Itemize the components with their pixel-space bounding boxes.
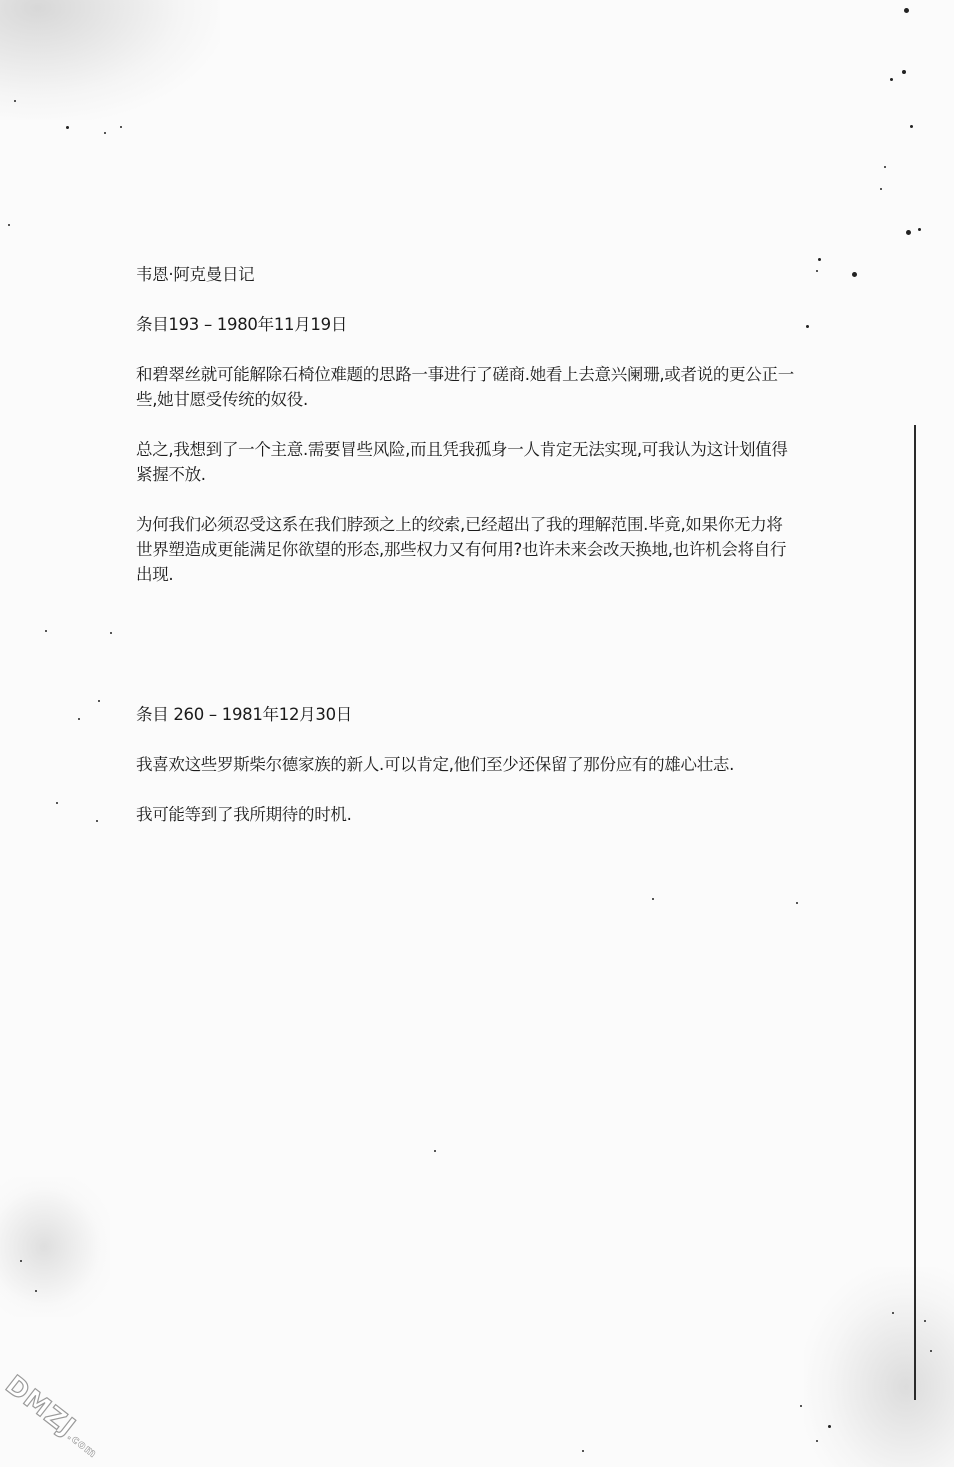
entry-paragraph: 我喜欢这些罗斯柴尔德家族的新人.可以肯定,他们至少还保留了那份应有的雄心壮志. — [136, 755, 735, 774]
speck — [930, 1350, 932, 1352]
speck — [800, 1405, 802, 1407]
speck — [796, 902, 798, 904]
speck — [880, 188, 882, 190]
speck — [884, 166, 886, 168]
entry-paragraph: 总之,我想到了一个主意.需要冒些风险,而且凭我孤身一人肯定无法实现,可我认为这计划值得紧握不放. — [136, 440, 788, 484]
paper-grain-bottom-right — [804, 1267, 954, 1467]
diary-entry-2 — [136, 702, 796, 827]
watermark-domain: .com — [65, 1429, 100, 1461]
speck — [110, 632, 112, 634]
speck — [816, 1440, 818, 1442]
entry-header: 条目193 – 1980年11月19日 — [136, 315, 348, 334]
entry-paragraph: 为何我们必须忍受这系在我们脖颈之上的绞索,已经超出了我的理解范围.毕竟,如果你无力将世界塑造成更能满足你欲望的形态,那些权力又有何用?也许未来会改天换地,也许机会将自行出现. — [136, 515, 787, 584]
speck — [816, 270, 818, 272]
speck — [818, 258, 821, 261]
speck — [910, 125, 913, 128]
speck — [78, 718, 80, 720]
speck — [434, 1150, 436, 1152]
speck — [890, 78, 893, 81]
diary-content — [136, 262, 796, 852]
speck — [906, 230, 911, 235]
speck — [8, 224, 10, 226]
entry-header: 条目 260 – 1981年12月30日 — [136, 705, 352, 724]
speck — [902, 70, 906, 74]
speck — [852, 272, 857, 277]
speck — [828, 1425, 831, 1428]
speck — [652, 898, 654, 900]
diary-entry-1 — [136, 312, 796, 587]
speck — [20, 1260, 22, 1262]
speck — [582, 1450, 584, 1452]
speck — [924, 1320, 926, 1322]
entry-paragraph: 和碧翠丝就可能解除石椅位难题的思路一事进行了磋商.她看上去意兴阑珊,或者说的更公正一些,她甘愿受传统的奴役. — [136, 365, 794, 409]
speck — [45, 630, 47, 632]
entry-paragraph: 我可能等到了我所期待的时机. — [136, 805, 352, 824]
speck — [104, 132, 106, 134]
watermark-text: DMZJ — [0, 1370, 82, 1443]
speck — [892, 1312, 894, 1314]
diary-title: 韦恩·阿克曼日记 — [136, 265, 255, 284]
page-edge-line — [914, 425, 916, 1400]
paper-grain-bottom-left — [0, 1177, 110, 1317]
speck — [120, 126, 122, 128]
speck — [904, 8, 909, 13]
speck — [806, 325, 809, 328]
speck — [918, 228, 921, 231]
speck — [96, 820, 98, 822]
watermark-logo — [0, 1370, 108, 1464]
paper-grain-top-left — [0, 0, 220, 120]
speck — [66, 126, 69, 129]
speck — [14, 100, 16, 102]
speck — [56, 802, 58, 804]
speck — [35, 1290, 37, 1292]
speck — [98, 700, 100, 702]
